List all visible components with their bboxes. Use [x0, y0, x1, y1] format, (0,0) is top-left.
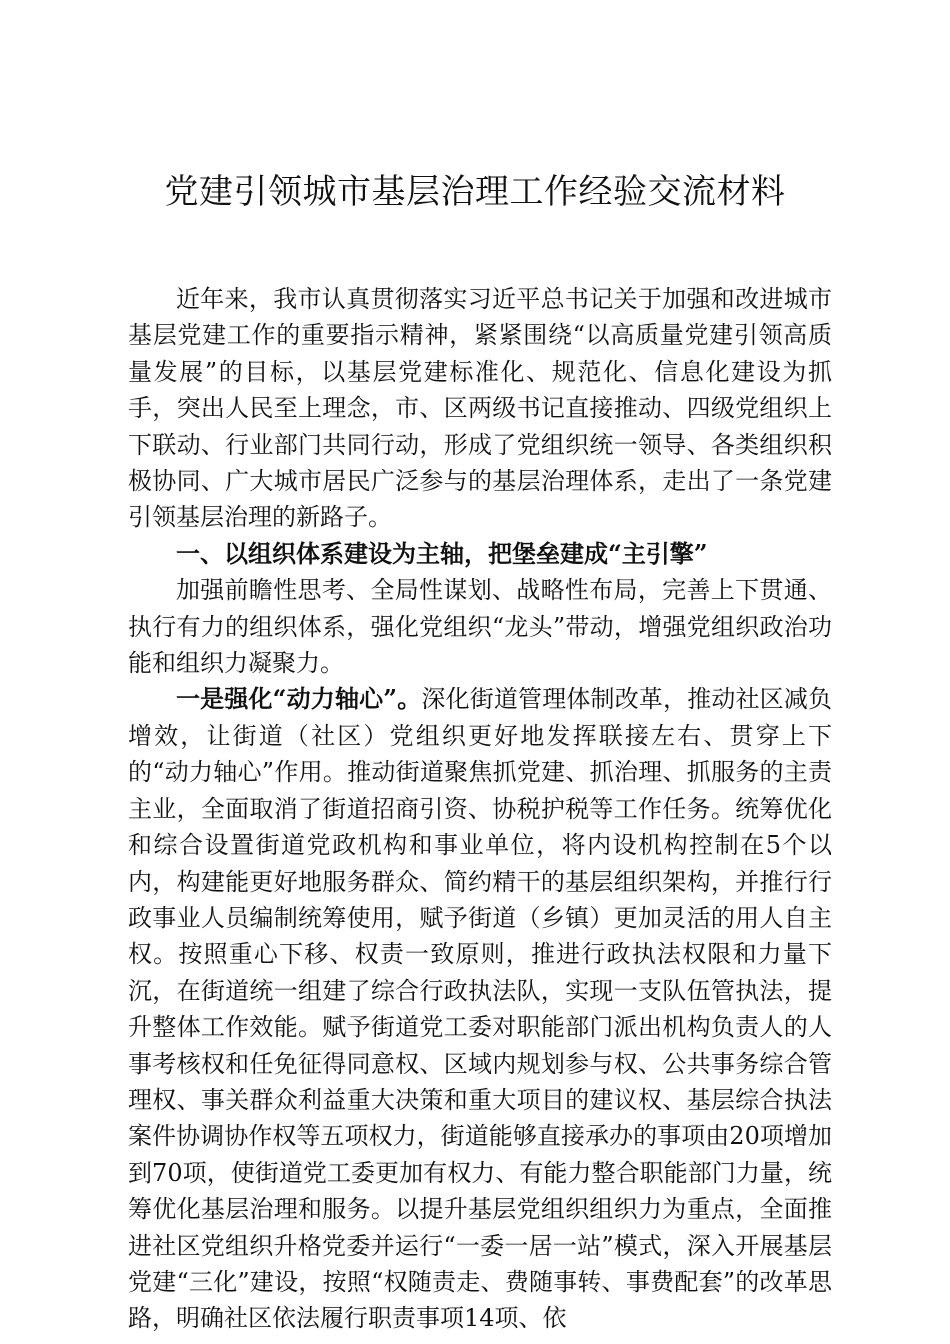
- section-heading-1: 一、以组织体系建设为主轴，把堡垒建成“主引擎”: [176, 538, 708, 568]
- section-1-intro-paragraph: 加强前瞻性思考、全局性谋划、战略性布局，完善上下贯通、执行有力的组织体系，强化党组织“龙头”带动，增强党组织政治功能和组织力凝聚力。: [128, 576, 832, 678]
- point-1-text: 深化街道管理体制改革，推动社区减负增效，让街道（社区）党组织更好地发挥联接左右、贯穿上下的“动力轴心”作用。推动街道聚焦抓党建、抓治理、抓服务的主责主业，全面取消了街道招商引资、协税护税等工作任务。统筹优化和综合设置街道党政机构和事业单位，将内设机构控制在5个以内，构建能更好地服务群众、简约精干的基层组织架构，并推行行政事业人员编制统筹使用，赋予街道（乡镇）更加灵活的用人自主权。按照重心下移、权责一致原则，推进行政执法权限和力量下沉，在街道统一组建了综合行政执法队，实现一支队伍管执法，提升整体工作效能。赋予街道党工委对职能部门派出机构负责人的人事考核权和任免征得同意权、区域内规划参与权、公共事务综合管理权、事关群众利益重大决策和重大项目的建议权、基层综合执法案件协调协作权等五项权力，街道能够直接承办的事项由20项增加到70项，使街道党工委更加有权力、有能力整合职能部门力量，统筹优化基层治理和服务。以提升基层党组织组织力为重点，全面推进社区党组织升格党委并运行“一委一居一站”模式，深入开展基层党建“三化”建设，按照“权随责走、费随事转、事费配套”的改革思路，明确社区依法履行职责事项14项、依: [128, 685, 833, 1333]
- point-1-lead: 一是强化“动力轴心”。: [176, 684, 422, 714]
- document-body: [128, 281, 832, 1337]
- point-1-paragraph: [128, 681, 832, 1336]
- intro-paragraph: 近年来，我市认真贯彻落实习近平总书记关于加强和改进城市基层党建工作的重要指示精神，紧紧围绕“以高质量党建引领高质量发展”的目标，以基层党建标准化、规范化、信息化建设为抓手，突出人民至上理念，市、区两级书记直接推动、四级党组织上下联动、行业部门共同行动，形成了党组织统一领导、各类组织积极协同、广大城市居民广泛参与的基层治理体系，走出了一条党建引领基层治理的新路子。: [128, 285, 832, 532]
- document-title: 党建引领城市基层治理工作经验交流材料: [164, 172, 786, 212]
